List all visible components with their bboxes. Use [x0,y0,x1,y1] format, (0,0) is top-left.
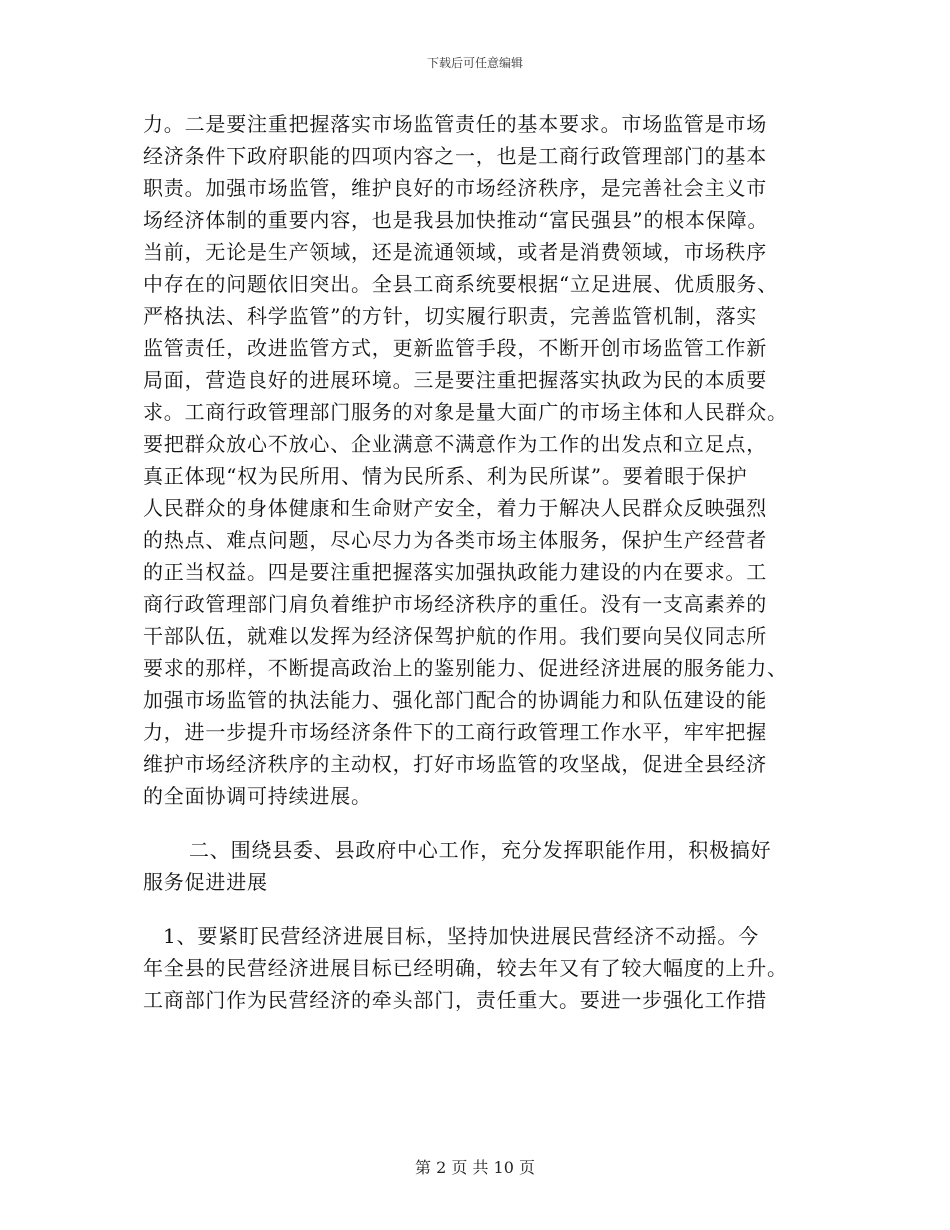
text-line: 1、要紧盯民营经济进展目标，坚持加快进展民营经济不动摇。今 [163,924,759,948]
text-line: 要把群众放心不放心、企业满意不满意作为工作的出发点和立足点， [143,432,767,456]
paragraph-1 [143,108,811,812]
text-line: 局面，营造良好的进展环境。三是要注重把握落实执政为民的本质要 [143,368,767,392]
text-line: 严格执法、科学监管”的方针，切实履行职责，完善监管机制，落实 [143,304,758,328]
text-line: 干部队伍，就难以发挥为经济保驾护航的作用。我们要向吴仪同志所 [143,624,767,648]
text-line: 的正当权益。四是要注重把握落实加强执政能力建设的内在要求。工 [143,560,767,584]
text-line: 当前，无论是生产领域，还是流通领域，或者是消费领域，市场秩序 [143,240,767,264]
heading-line: 二、围绕县委、县政府中心工作，充分发挥职能作用，积极搞好 [189,838,772,862]
text-line: 年全县的民营经济进展目标已经明确，较去年又有了较大幅度的上升。 [143,956,788,980]
text-line: 工商部门作为民营经济的牵头部门，责任重大。要进一步强化工作措 [143,988,767,1012]
text-line: 监管责任，改进监管方式，更新监管手段，不断开创市场监管工作新 [143,336,767,360]
page-header: 下载后可任意编辑 [426,56,523,70]
text-line: 真正体现“权为民所用、情为民所系、利为民所谋”。要着眼于保护 [143,464,748,488]
text-line: 的热点、难点问题，尽心尽力为各类市场主体服务，保护生产经营者 [143,528,767,552]
text-line: 中存在的问题依旧突出。全县工商系统要根据“立足进展、优质服务、 [143,272,779,296]
text-line: 经济条件下政府职能的四项内容之一，也是工商行政管理部门的基本 [143,144,767,168]
text-line: 场经济体制的重要内容，也是我县加快推动“富民强县”的根本保障。 [143,208,769,232]
page-number-footer: 第 2 页 共 10 页 [415,1158,535,1177]
text-line: 的全面协调可持续进展。 [143,784,372,808]
text-line: 维护市场经济秩序的主动权，打好市场监管的攻坚战，促进全县经济 [143,752,767,776]
heading-line: 服务促进进展 [143,870,268,894]
text-line: 职责。加强市场监管，维护良好的市场经济秩序，是完善社会主义市 [143,176,767,200]
section-heading-2 [143,834,811,898]
paragraph-gap [143,812,811,834]
text-line: 人民群众的身体健康和生命财产安全，着力于解决人民群众反映强烈 [143,496,767,520]
text-line: 力，进一步提升市场经济条件下的工商行政管理工作水平，牢牢把握 [143,720,767,744]
paragraph-gap [143,898,811,920]
text-line: 力。二是要注重把握落实市场监管责任的基本要求。市场监管是市场 [143,112,767,136]
text-line: 求。工商行政管理部门服务的对象是量大面广的市场主体和人民群众。 [143,400,788,424]
paragraph-3 [143,920,811,1016]
document-body [143,108,811,1016]
text-line: 商行政管理部门肩负着维护市场经济秩序的重任。没有一支高素养的 [143,592,767,616]
text-line: 要求的那样，不断提高政治上的鉴别能力、促进经济进展的服务能力、 [143,656,788,680]
text-line: 加强市场监管的执法能力、强化部门配合的协调能力和队伍建设的能 [143,688,767,712]
